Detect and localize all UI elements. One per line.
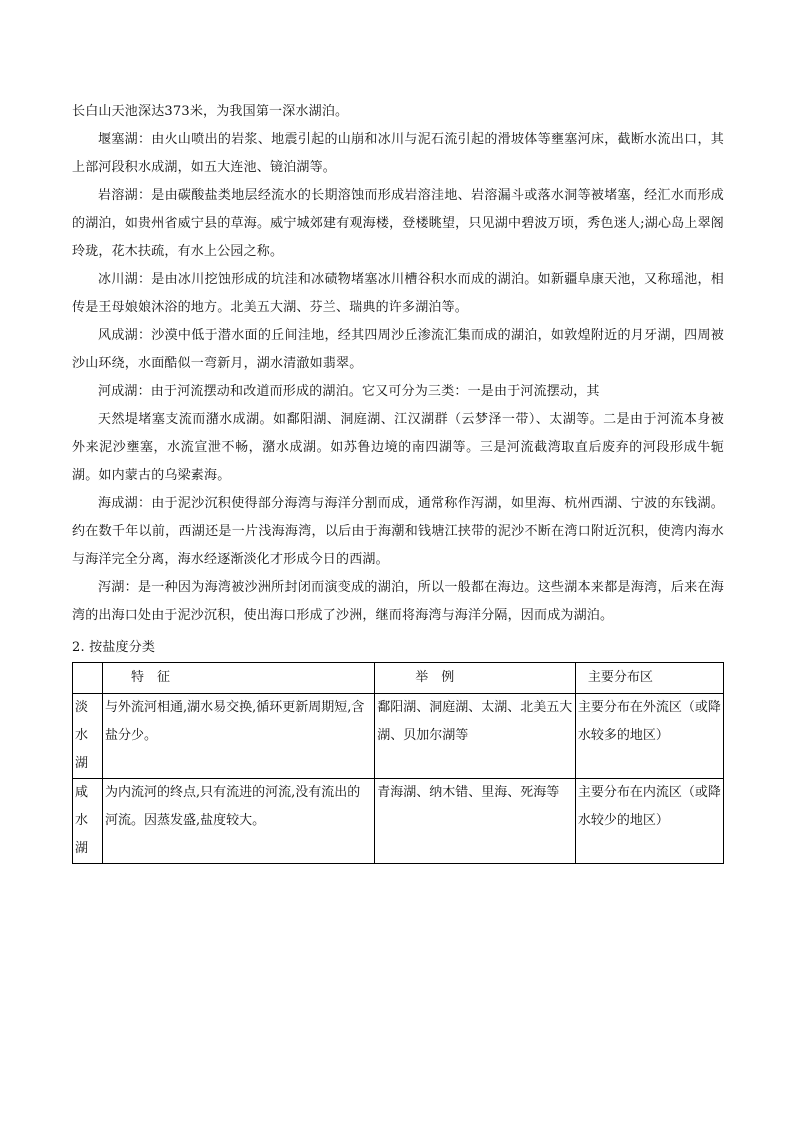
table-cell-feature: 与外流河相通,湖水易交换,循环更新周期短,含盐分少。	[102, 694, 374, 779]
table-cell-type: 咸水湖	[73, 779, 103, 864]
table-cell-distribution: 主要分布在外流区（或降水较多的地区）	[575, 694, 723, 779]
section-heading-salinity: 2. 按盐度分类	[72, 640, 156, 655]
table-row	[73, 694, 724, 779]
paragraph-fluvial-lake-continued: 天然堤堵塞支流而潴水成湖。如鄱阳湖、洞庭湖、江汉湖群（云梦泽一带）、太湖等。二是由于河流本身被外来泥沙壅塞，水流宣泄不畅，潴水成湖。如苏鲁边境的南四湖等。三是河流截湾取直后废弃的河段形成牛轭湖。如内蒙古的乌梁素海。	[72, 412, 724, 483]
table-cell-feature: 为内流河的终点,只有流进的河流,没有流出的河流。因蒸发盛,盐度较大。	[102, 779, 374, 864]
paragraph-marine-lake: 海成湖：由于泥沙沉积使得部分海湾与海洋分割而成，通常称作泻湖，如里海、杭州西湖、宁波的东钱湖。约在数千年以前，西湖还是一片浅海海湾，以后由于海潮和钱塘江挟带的泥沙不断在湾口附近沉积，使湾内海水与海洋完全分离，海水经逐渐淡化才形成今日的西湖。	[72, 496, 724, 567]
paragraph-karst-lake: 岩溶湖：是由碳酸盐类地层经流水的长期溶蚀而形成岩溶洼地、岩溶漏斗或落水洞等被堵塞，经汇水而形成的湖泊，如贵州省威宁县的草海。威宁城郊建有观海楼，登楼眺望，只见湖中碧波万顷，秀色迷人;湖心岛上翠阁玲珑，花木扶疏，有水上公园之称。	[72, 188, 724, 259]
table-header-cell: 主要分布区	[575, 663, 723, 694]
paragraph-aeolian-lake: 风成湖：沙漠中低于潜水面的丘间洼地，经其四周沙丘渗流汇集而成的湖泊，如敦煌附近的月牙湖，四周被沙山环绕，水面酷似一弯新月，湖水清澈如翡翠。	[72, 328, 724, 371]
document-page	[72, 98, 724, 864]
table-cell-example: 鄱阳湖、洞庭湖、太湖、北美五大湖、贝加尔湖等	[375, 694, 576, 779]
table-header-cell: 特 征	[102, 663, 374, 694]
table-header-cell: 举 例	[375, 663, 576, 694]
table-cell-example: 青海湖、纳木错、里海、死海等	[375, 779, 576, 864]
table-cell-distribution: 主要分布在内流区（或降水较少的地区）	[575, 779, 723, 864]
salinity-table	[72, 662, 724, 864]
table-cell-type: 淡水湖	[73, 694, 103, 779]
paragraph-fluvial-lake: 河成湖：由于河流摆动和改道而形成的湖泊。它又可分为三类：一是由于河流摆动，其	[98, 384, 600, 399]
table-header-row	[73, 663, 724, 694]
paragraph-tianchi: 长白山天池深达373米，为我国第一深水湖泊。	[72, 104, 349, 119]
paragraph-lagoon: 泻湖：是一种因为海湾被沙洲所封闭而演变成的湖泊，所以一般都在海边。这些湖本来都是海湾，后来在海湾的出海口处由于泥沙沉积，使出海口形成了沙洲，继而将海湾与海洋分隔，因而成为湖泊。	[72, 580, 724, 623]
table-header-cell	[73, 663, 103, 694]
paragraph-glacial-lake: 冰川湖：是由冰川挖蚀形成的坑洼和冰碛物堵塞冰川槽谷积水而成的湖泊。如新疆阜康天池，又称瑶池，相传是王母娘娘沐浴的地方。北美五大湖、芬兰、瑞典的许多湖泊等。	[72, 272, 724, 315]
paragraph-barrier-lake: 堰塞湖：由火山喷出的岩浆、地震引起的山崩和冰川与泥石流引起的滑坡体等壅塞河床，截断水流出口，其上部河段积水成湖，如五大连池、镜泊湖等。	[72, 132, 724, 175]
table-row	[73, 779, 724, 864]
